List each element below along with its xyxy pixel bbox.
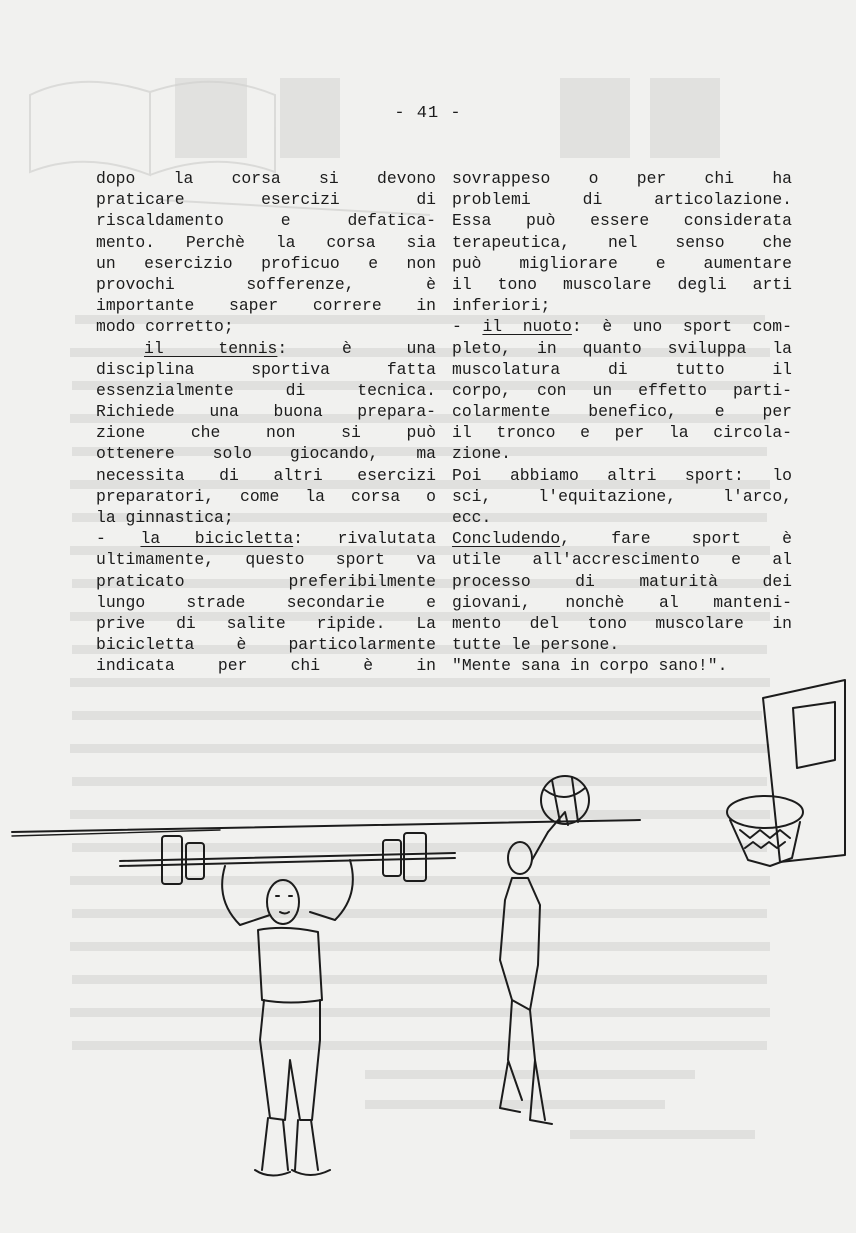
text-segment: necessita di altri esercizi — [96, 465, 436, 485]
text-segment: Richiede una buona prepara- — [96, 402, 436, 422]
text-segment: il tono muscolare degli arti — [452, 274, 792, 294]
weightlifter-drawing — [120, 833, 455, 1176]
text-segment: riscaldamento e defatica- — [96, 211, 436, 231]
text-segment: corpo, con un effetto parti- — [452, 380, 792, 400]
text-segment: ottenere solo giocando, ma — [96, 444, 436, 464]
text-segment: pleto, in quanto sviluppa la — [452, 338, 792, 358]
text-segment: inferiori; — [452, 296, 551, 316]
text-segment: sci, l'equitazione, l'arco, — [452, 486, 792, 506]
text-segment: indicata per chi è in — [96, 656, 436, 676]
text-segment: la ginnastica; — [96, 508, 234, 527]
text-segment: problemi di articolazione. — [452, 190, 792, 210]
text-segment: sovrappeso o per chi ha — [452, 169, 792, 188]
text-segment: zione. — [452, 444, 512, 464]
text-segment: "Mente sana in corpo sano!". — [452, 656, 728, 676]
text-segment: disciplina sportiva fatta — [96, 359, 436, 379]
text-segment: mento. Perchè la corsa sia — [96, 232, 436, 252]
underlined-term: la bicicletta — [140, 529, 294, 549]
text-segment: provochi sofferenze, è — [96, 274, 436, 294]
text-segment: ecc. — [452, 508, 492, 527]
text-segment: muscolatura di tutto il — [452, 359, 792, 379]
text-segment: può migliorare e aumentare — [452, 253, 792, 273]
text-segment: un esercizio proficuo e non — [96, 253, 436, 273]
basketball-player-drawing — [500, 776, 589, 1124]
text-segment: zione che non si può — [96, 423, 436, 443]
text-segment: bicicletta è particolarmente — [96, 635, 436, 655]
page-number: - 41 - — [394, 104, 462, 123]
floor-line — [12, 820, 640, 832]
text-segment: prive di salite ripide. La — [96, 613, 436, 633]
text-segment: , fare sport è — [560, 529, 792, 549]
text-segment: praticare esercizi di — [96, 190, 436, 210]
text-segment: - — [452, 317, 483, 337]
text-segment: processo di maturità dei — [452, 571, 792, 591]
underlined-term: il tennis — [144, 338, 278, 358]
text-segment: preparatori, come la corsa o — [96, 486, 436, 506]
underlined-term: Concludendo — [452, 529, 561, 549]
text-segment: tutte le persone. — [452, 635, 620, 655]
text-segment: essenzialmente di tecnica. — [96, 380, 436, 400]
text-segment: Poi abbiamo altri sport: lo — [452, 465, 792, 485]
text-segment: ultimamente, questo sport va — [96, 550, 436, 570]
underlined-term: il nuoto — [482, 317, 572, 337]
text-segment: : rivalutata — [293, 529, 436, 549]
text-segment: : è uno sport com- — [571, 317, 792, 337]
basketball-hoop-drawing — [727, 680, 845, 866]
text-segment: lungo strade secondarie e — [96, 592, 436, 612]
text-segment: dopo la corsa si devono — [96, 169, 436, 188]
text-segment: terapeutica, nel senso che — [452, 232, 792, 252]
text-segment: utile all'accrescimento e al — [452, 550, 792, 570]
text-segment: - — [96, 529, 141, 549]
text-segment: importante saper correre in — [96, 296, 436, 316]
text-segment: modo corretto; — [96, 317, 234, 337]
text-segment: mento del tono muscolare in — [452, 613, 792, 633]
text-segment: : è una — [277, 338, 436, 358]
text-segment: giovani, nonchè al manteni- — [452, 592, 792, 612]
text-segment: colarmente benefico, e per — [452, 402, 792, 422]
text-segment: Essa può essere considerata — [452, 211, 792, 231]
text-segment: il tronco e per la circola- — [452, 423, 792, 443]
text-segment: praticato preferibilmente — [96, 571, 436, 591]
